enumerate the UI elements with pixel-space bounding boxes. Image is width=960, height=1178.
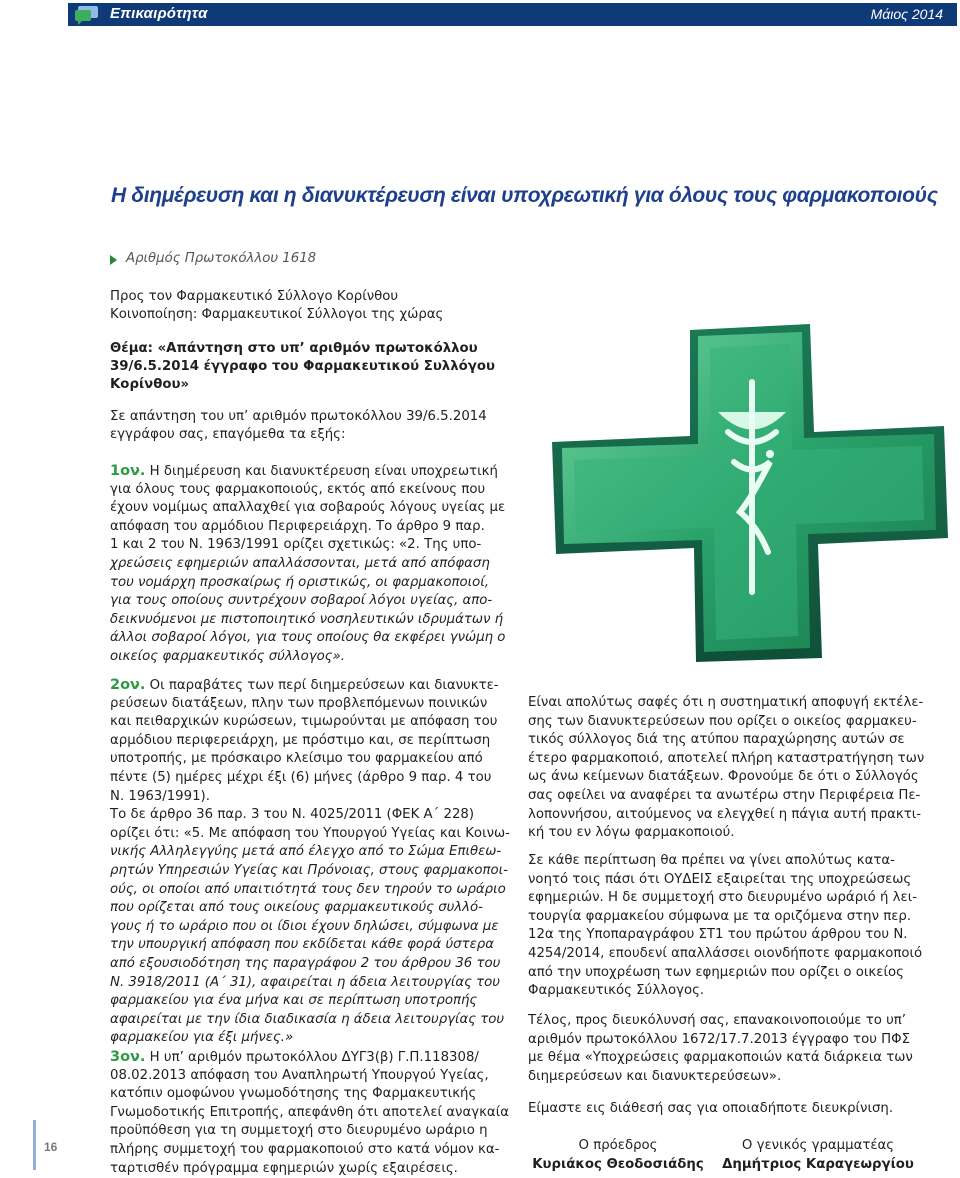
quote-line: δεικνυόμενοι με πιστοποιητικό νοσηλευτικών ιδρυμάτων ή (110, 611, 504, 627)
protocol-number: Αριθμός Πρωτοκόλλου 1618 (126, 251, 317, 266)
text-line: εφημεριών. Η δε συμμετοχή στο διευρυμένο ωράριό ή λει- (528, 890, 917, 906)
text-line: για όλους τους φαρμακοποιούς, εκτός από εκείνους που (110, 481, 486, 497)
president-title: Ο πρόεδρος (578, 1138, 658, 1153)
quote-line: από εξουσιοδότηση της παραγράφου 2 του άρθρου 36 του (110, 956, 501, 971)
section-header (68, 3, 957, 26)
text-line: 1 και 2 του Ν. 1963/1991 ορίζει σχετικώς: «2. Της υπο- (110, 537, 482, 553)
closing-line: Είμαστε εις διάθεσή σας για οποιαδήποτε διευκρίνιση. (528, 1101, 894, 1116)
quote-line: του νομάρχη προσκαίρως ή οριστικώς, οι φαρμακοποιοί, (110, 574, 489, 590)
text-line: Τέλος, προς διευκόλυνσή σας, επανακοινοποιούμε το υπ’ (528, 1013, 907, 1028)
quote-line: οικείος φαρμακευτικός σύλλογος». (110, 649, 345, 664)
page-margin-bar (33, 1120, 36, 1170)
quote-line: αφαιρείται με την ίδια διαδικασία η άδεια λειτουργίας του (110, 1011, 505, 1027)
text-line: Φαρμακευτικός Σύλλογος. (528, 983, 705, 999)
text-line: σας οφείλει να αναφέρει τα ανωτέρω στην Περιφέρεια Πε- (528, 788, 921, 803)
quote-line: για τους οποίους συντρέχουν σοβαροί λόγοι υγείας, απο- (110, 593, 493, 609)
recipient-line: Κοινοποίηση: Φαρμακευτικοί Σύλλογοι της χώρας (110, 307, 444, 322)
quote-line: φαρμακείου για έξι μήνες.» (110, 1030, 294, 1046)
text-line: προϋπόθεση για τη συμμετοχή στο διευρυμένο ωράριο η (110, 1123, 488, 1139)
section-title: Επικαιρότητα (110, 5, 208, 22)
text-line: Είναι απολύτως σαφές ότι η συστηματική αποφυγή εκτέλε- (528, 695, 924, 710)
text-line: αριθμόν πρωτοκόλλου 1672/17.7.2013 έγγραφο του ΠΦΣ (528, 1031, 910, 1047)
quote-line: ούς, οι οποίοι από υπαιτιότητά τους δεν τηρούν το ωράριο (110, 881, 506, 897)
text-line: απόφαση του αρμόδιου Περιφερειάρχη. Το άρθρο 9 παρ. (110, 518, 485, 534)
text-line: αρμόδιου περιφερειάρχη, με πρόστιμο και, σε περίπτωση (110, 732, 491, 748)
text-line: λοποννήσου, αιτούμενος να ελεγχθεί η πάγια αυτή πρακτι- (528, 806, 921, 822)
text-line: ορίζει ότι: «5. Με απόφαση του Υπουργού Υγείας και Κοινω- (110, 825, 510, 841)
secretary-title: Ο γενικός γραμματέας (741, 1138, 895, 1153)
text-line: Ν. 1963/1991). (110, 788, 210, 804)
quote-line: άλλοι σοβαροί λόγοι, για τους οποίους θα εκφέρει γνώμη ο (110, 630, 506, 646)
quote-line: ρητών Υπηρεσιών Υγείας και Πρόνοιας, στους φαρμακοποι- (110, 863, 508, 878)
speech-bubble-icon (74, 5, 100, 25)
quote-line: φαρμακείου για ένα μήνα και σε περίπτωση υποτροπής (110, 993, 478, 1009)
secretary-name: Δημήτριος Καραγεωργίου (722, 1157, 914, 1172)
pharmacy-cross-image (548, 322, 948, 662)
text-line: 12α της Υποπαραγράφου ΣΤ1 του πρώτου άρθρου του Ν. (528, 927, 908, 943)
text-line: Σε κάθε περίπτωση θα πρέπει να γίνει απολύτως κατα- (528, 853, 895, 868)
text-line: από την υποχρέωση των εφημεριών που ορίζει ο οικείος (528, 964, 904, 980)
text-line: Το δε άρθρο 36 παρ. 3 του Ν. 4025/2011 (ΦΕΚ Α΄ 228) (110, 807, 475, 823)
text-line: τουργία φαρμακείου σύμφωνα με τα οριζόμενα στην περ. (528, 908, 912, 924)
subject-line: 39/6.5.2014 έγγραφο του Φαρμακευτικού Συλλόγου (110, 359, 495, 374)
text-line: έτερο φαρμακοποιό, αποτελεί πλήρη καταστρατήγηση των (528, 750, 925, 766)
issue-date: Μάιος 2014 (870, 6, 943, 22)
quote-line: που ορίζεται από τους οικείους φαρμακευτικούς συλλό- (110, 900, 483, 916)
paragraph-2-first-line: 2ον. Οι παραβάτες των περί διημερεύσεων και διανυκτε- (110, 677, 499, 693)
text-line: σης των διανυκτερεύσεων που ορίζει ο οικείος φαρμακευ- (528, 713, 917, 729)
paragraph-1-first-line: 1ον. Η διημέρευση και διανυκτέρευση είναι υποχρεωτική (110, 463, 498, 479)
president-signature (528, 1136, 708, 1174)
text-line: ταρτισθέν πρόγραμμα εφημεριών χωρίς εξαιρέσεις. (110, 1160, 458, 1176)
text-line: νοητό τοις πάσι ότι ΟΥΔΕΙΣ εξαιρείται της υποχρεώσεως (528, 871, 912, 887)
text-line: πέντε (5) ημέρες μέχρι έξι (6) μήνες (άρθρο 9 παρ. 4 του (110, 770, 492, 785)
quote-line: νικής Αλληλεγγύης μετά από έλεγχο από το Σώμα Επιθεω- (110, 844, 502, 860)
text-line: ως άνω κείμενων διατάξεων. Φρονούμε δε ότι ο Σύλλογός (528, 769, 919, 785)
text-line: ρεύσεων διατάξεων, πλην των προβλεπόμενων ποινικών (110, 695, 488, 711)
text-line: κατόπιν ομοφώνου γνωμοδότησης της Φαρμακευτικής (110, 1086, 477, 1102)
text-line: έχουν νομίμως απαλλαχθεί για σοβαρούς λόγους υγείας με (110, 500, 506, 516)
text-line: διημερεύσεων και διανυκτερεύσεων». (528, 1068, 782, 1084)
subject-line: Κορίνθου» (110, 377, 190, 392)
intro-line: εγγράφου σας, επαγόμεθα τα εξής: (110, 427, 346, 442)
paragraph-label: 3ον. (110, 1049, 146, 1065)
quote-line: χρεώσεις εφημεριών απαλλάσσονται, μετά από απόφαση (110, 556, 490, 571)
text-line: πλήρης συμμετοχή του φαρμακοποιού στο κατά νόμον κα- (110, 1142, 500, 1157)
president-name: Κυριάκος Θεοδοσιάδης (532, 1157, 704, 1172)
quote-line: Ν. 3918/2011 (Α΄ 31), αφαιρείται η άδεια λειτουργίας του (110, 974, 500, 990)
article-title: Η διημέρευση και η διανυκτέρευση είναι υποχρεωτική για όλους τους φαρμακοποιούς (111, 184, 938, 207)
text-line: με θέμα «Υποχρεώσεις φαρμακοποιών κατά διάρκεια των (528, 1050, 913, 1066)
intro-line: Σε απάντηση του υπ’ αριθμόν πρωτοκόλλου 39/6.5.2014 (110, 409, 487, 424)
text-line: τικός σύλλογος διά της ατύπου παραχώρησης αυτών σε (528, 732, 905, 748)
paragraph-label: 2ον. (110, 677, 146, 693)
subject-line: Θέμα: «Απάντηση στο υπ’ αριθμόν πρωτοκόλλου (110, 341, 478, 356)
paragraph-label: 1ον. (110, 463, 146, 479)
text-line: Γνωμοδοτικής Επιτροπής, απεφάνθη ότι αποτελεί αναγκαία (110, 1104, 509, 1120)
text-line: 08.02.2013 απόφαση του Αναπληρωτή Υπουργού Υγείας, (110, 1067, 489, 1083)
recipient-line: Προς τον Φαρμακευτικό Σύλλογο Κορίνθου (110, 289, 399, 304)
text-line: κή του εν λόγω φαρμακοποιού. (528, 825, 735, 841)
text-line: υποτροπής, με πρόσκαιρο κλείσιμο του φαρμακείου από (110, 751, 483, 767)
quote-line: την υπουργική απόφαση που εκδίδεται κάθε φορά ύστερα (110, 937, 494, 953)
quote-line: γους ή το ωράριο που οι ίδιοι έχουν δηλώσει, σύμφωνα με (110, 918, 499, 934)
page-number: 16 (44, 1140, 58, 1154)
text-line: 4254/2014, επουδενί απαλλάσσει οιονδήποτε φαρμακοποιό (528, 946, 923, 961)
text-line: και πειθαρχικών κυρώσεων, τιμωρούνται με απόφαση του (110, 714, 498, 730)
secretary-signature (718, 1136, 918, 1174)
paragraph-3-first-line: 3ον. Η υπ’ αριθμόν πρωτοκόλλου ΔΥΓ3(β) Γ.Π.118308/ (110, 1049, 479, 1065)
